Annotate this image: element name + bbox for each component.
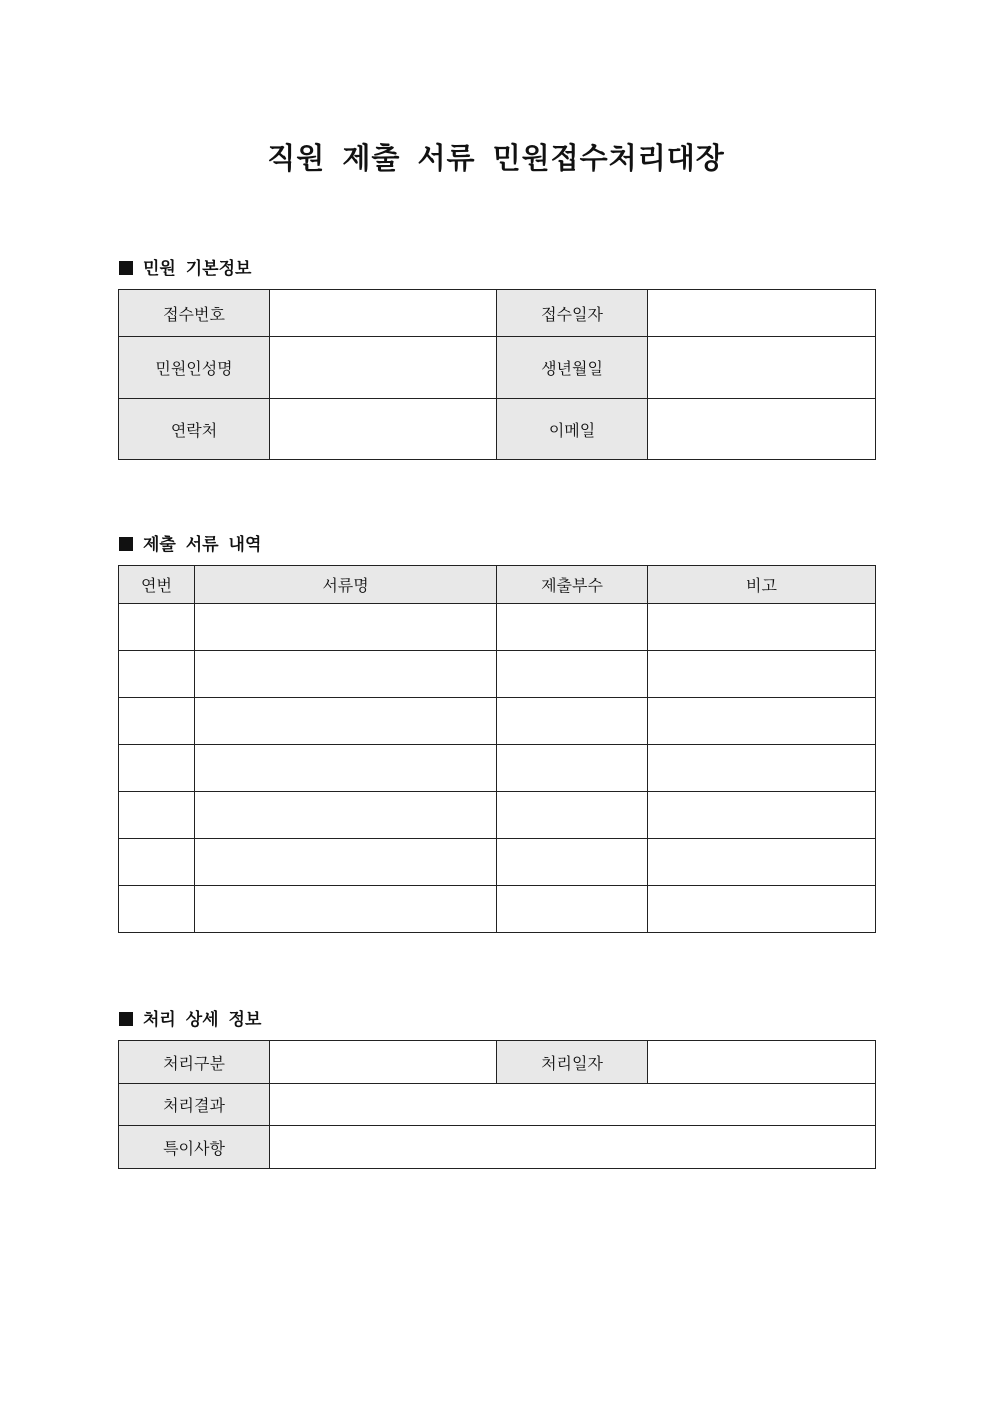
square-bullet-icon — [119, 261, 133, 275]
label-notes: 특이사항 — [119, 1126, 270, 1169]
label-receipt-no: 접수번호 — [119, 290, 270, 337]
no-cell[interactable] — [119, 745, 195, 792]
table-row — [119, 698, 876, 745]
doc-name-cell[interactable] — [195, 792, 497, 839]
col-header-no: 연번 — [119, 566, 195, 604]
remarks-cell[interactable] — [648, 604, 876, 651]
square-bullet-icon — [119, 537, 133, 551]
label-processing-result: 처리결과 — [119, 1084, 270, 1126]
section-title: 처리 상세 정보 — [143, 1010, 262, 1030]
processing-table — [118, 1040, 876, 1169]
remarks-cell[interactable] — [648, 792, 876, 839]
copies-cell[interactable] — [497, 792, 648, 839]
table-row — [119, 651, 876, 698]
section-documents-heading — [119, 530, 261, 555]
doc-name-cell[interactable] — [195, 839, 497, 886]
processing-result-field[interactable] — [270, 1084, 876, 1126]
col-header-doc-name: 서류명 — [195, 566, 497, 604]
col-header-remarks: 비고 — [648, 566, 876, 604]
label-processing-date: 처리일자 — [497, 1041, 648, 1084]
birth-date-field[interactable] — [648, 337, 876, 399]
table-row — [119, 839, 876, 886]
remarks-cell[interactable] — [648, 745, 876, 792]
copies-cell[interactable] — [497, 745, 648, 792]
col-header-copies: 제출부수 — [497, 566, 648, 604]
label-email: 이메일 — [497, 399, 648, 460]
label-contact: 연락처 — [119, 399, 270, 460]
receipt-date-field[interactable] — [648, 290, 876, 337]
doc-name-cell[interactable] — [195, 604, 497, 651]
processing-date-field[interactable] — [648, 1041, 876, 1084]
section-processing-heading — [119, 1005, 261, 1030]
square-bullet-icon — [119, 1012, 133, 1026]
doc-name-cell[interactable] — [195, 651, 497, 698]
label-receipt-date: 접수일자 — [497, 290, 648, 337]
no-cell[interactable] — [119, 886, 195, 933]
remarks-cell[interactable] — [648, 886, 876, 933]
copies-cell[interactable] — [497, 604, 648, 651]
label-birth-date: 생년월일 — [497, 337, 648, 399]
section-title: 민원 기본정보 — [143, 259, 252, 279]
table-row — [119, 745, 876, 792]
remarks-cell[interactable] — [648, 839, 876, 886]
basic-info-table — [118, 289, 876, 460]
applicant-name-field[interactable] — [270, 337, 497, 399]
no-cell[interactable] — [119, 604, 195, 651]
remarks-cell[interactable] — [648, 698, 876, 745]
no-cell[interactable] — [119, 792, 195, 839]
table-row — [119, 604, 876, 651]
page-title: 직원 제출 서류 민원접수처리대장 — [267, 141, 725, 175]
contact-field[interactable] — [270, 399, 497, 460]
table-row — [119, 792, 876, 839]
section-title: 제출 서류 내역 — [143, 535, 262, 555]
doc-name-cell[interactable] — [195, 745, 497, 792]
documents-table — [118, 565, 876, 933]
receipt-no-field[interactable] — [270, 290, 497, 337]
remarks-cell[interactable] — [648, 651, 876, 698]
label-applicant-name: 민원인성명 — [119, 337, 270, 399]
no-cell[interactable] — [119, 651, 195, 698]
processing-type-field[interactable] — [270, 1041, 497, 1084]
table-row — [119, 886, 876, 933]
email-field[interactable] — [648, 399, 876, 460]
notes-field[interactable] — [270, 1126, 876, 1169]
doc-name-cell[interactable] — [195, 886, 497, 933]
copies-cell[interactable] — [497, 651, 648, 698]
copies-cell[interactable] — [497, 839, 648, 886]
copies-cell[interactable] — [497, 886, 648, 933]
doc-name-cell[interactable] — [195, 698, 497, 745]
section-basic-heading — [119, 254, 251, 279]
copies-cell[interactable] — [497, 698, 648, 745]
label-processing-type: 처리구분 — [119, 1041, 270, 1084]
no-cell[interactable] — [119, 698, 195, 745]
no-cell[interactable] — [119, 839, 195, 886]
